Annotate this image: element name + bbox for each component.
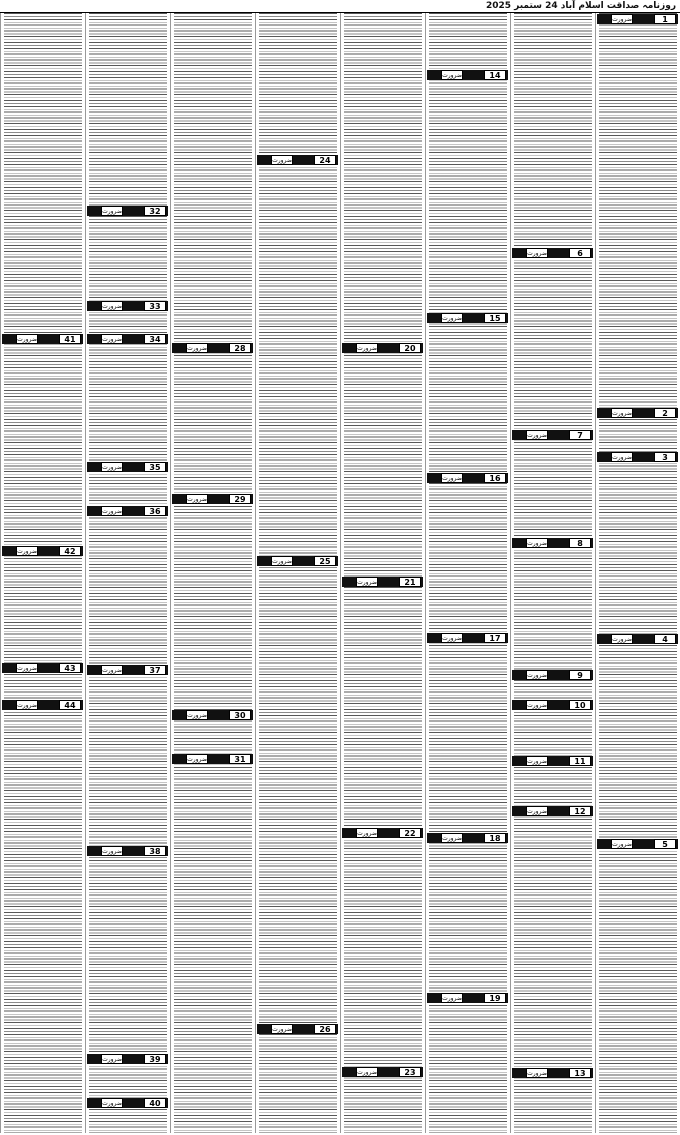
ad-label: ضرورت [187, 756, 207, 763]
ad-number: 28 [229, 343, 251, 353]
ad-header [427, 70, 508, 80]
ad-number: 26 [314, 1024, 336, 1034]
ad-label: ضرورت [272, 1026, 292, 1033]
ad-label: ضرورت [442, 475, 462, 482]
ad-number: 29 [229, 494, 251, 504]
ad-number: 5 [654, 839, 676, 849]
ad-number: 19 [484, 993, 506, 1003]
column-1 [595, 13, 680, 1133]
ad-number: 25 [314, 556, 336, 566]
ad-header [87, 462, 168, 472]
ad-header [427, 633, 508, 643]
ad-label: ضرورت [442, 72, 462, 79]
ad-number: 31 [229, 754, 251, 764]
ad-header [597, 452, 678, 462]
ad-header [2, 334, 83, 344]
ad-label: ضرورت [187, 345, 207, 352]
ad-header [342, 828, 423, 838]
ad-label: ضرورت [102, 208, 122, 215]
ad-label: ضرورت [272, 157, 292, 164]
ad-header [87, 506, 168, 516]
ad-number: 23 [399, 1067, 421, 1077]
ad-header [87, 1054, 168, 1064]
ad-header [512, 248, 593, 258]
ad-label: ضرورت [102, 1056, 122, 1063]
ad-number: 4 [654, 634, 676, 644]
ad-header [512, 538, 593, 548]
ad-header [342, 1067, 423, 1077]
ad-label: ضرورت [102, 848, 122, 855]
ad-number: 42 [59, 546, 81, 556]
ad-number: 37 [144, 665, 166, 675]
ad-number: 22 [399, 828, 421, 838]
ad-header [512, 806, 593, 816]
ad-label: ضرورت [102, 1100, 122, 1107]
ad-number: 16 [484, 473, 506, 483]
ad-label: ضرورت [527, 540, 547, 547]
ad-header [2, 546, 83, 556]
ad-number: 36 [144, 506, 166, 516]
ad-label: ضرورت [17, 336, 37, 343]
ad-number: 10 [569, 700, 591, 710]
ad-number: 3 [654, 452, 676, 462]
ad-header [172, 494, 253, 504]
ad-header [427, 313, 508, 323]
ad-header [87, 846, 168, 856]
ad-header [597, 14, 678, 24]
ad-header [512, 1068, 593, 1078]
ad-label: ضرورت [102, 303, 122, 310]
ad-number: 20 [399, 343, 421, 353]
ad-label: ضرورت [442, 635, 462, 642]
ad-header [597, 634, 678, 644]
ad-label: ضرورت [527, 1070, 547, 1077]
ad-number: 44 [59, 700, 81, 710]
ad-number: 43 [59, 663, 81, 673]
ad-number: 24 [314, 155, 336, 165]
ad-number: 12 [569, 806, 591, 816]
ad-number: 6 [569, 248, 591, 258]
ad-label: ضرورت [442, 995, 462, 1002]
ad-label: ضرورت [102, 464, 122, 471]
ad-header [427, 473, 508, 483]
ad-label: ضرورت [527, 250, 547, 257]
column-6 [170, 13, 255, 1133]
ad-label: ضرورت [442, 835, 462, 842]
ad-header [172, 710, 253, 720]
ad-header [512, 430, 593, 440]
column-2 [510, 13, 595, 1133]
ad-number: 30 [229, 710, 251, 720]
ad-header [87, 665, 168, 675]
ad-number: 18 [484, 833, 506, 843]
ad-label: ضرورت [17, 665, 37, 672]
ad-header [87, 206, 168, 216]
ad-header [87, 301, 168, 311]
ad-label: ضرورت [612, 16, 632, 23]
ad-number: 7 [569, 430, 591, 440]
ad-number: 39 [144, 1054, 166, 1064]
ad-number: 40 [144, 1098, 166, 1108]
ad-label: ضرورت [187, 496, 207, 503]
ad-label: ضرورت [187, 712, 207, 719]
ad-label: ضرورت [612, 636, 632, 643]
ad-label: ضرورت [102, 508, 122, 515]
column-4 [340, 13, 425, 1133]
ad-number: 34 [144, 334, 166, 344]
ad-header [342, 343, 423, 353]
ad-header [2, 700, 83, 710]
ad-header [512, 670, 593, 680]
ad-label: ضرورت [612, 841, 632, 848]
ad-label: ضرورت [17, 702, 37, 709]
ad-number: 13 [569, 1068, 591, 1078]
ad-header [342, 577, 423, 587]
ad-label: ضرورت [527, 702, 547, 709]
ad-number: 21 [399, 577, 421, 587]
ad-number: 2 [654, 408, 676, 418]
ad-header [427, 993, 508, 1003]
column-8 [0, 13, 85, 1133]
ad-header [2, 663, 83, 673]
column-7 [85, 13, 170, 1133]
ad-number: 11 [569, 756, 591, 766]
ad-label: ضرورت [527, 758, 547, 765]
ad-number: 1 [654, 14, 676, 24]
column-5 [255, 13, 340, 1133]
ad-number: 8 [569, 538, 591, 548]
ad-header [172, 343, 253, 353]
ad-label: ضرورت [357, 579, 377, 586]
ad-label: ضرورت [527, 432, 547, 439]
ad-label: ضرورت [527, 672, 547, 679]
ad-number: 14 [484, 70, 506, 80]
ad-number: 15 [484, 313, 506, 323]
ad-label: ضرورت [272, 558, 292, 565]
column-3 [425, 13, 510, 1133]
ad-label: ضرورت [17, 548, 37, 555]
ad-label: ضرورت [357, 830, 377, 837]
ad-label: ضرورت [612, 454, 632, 461]
ad-number: 35 [144, 462, 166, 472]
ad-number: 9 [569, 670, 591, 680]
masthead [0, 0, 680, 13]
ad-header [257, 1024, 338, 1034]
ad-label: ضرورت [527, 808, 547, 815]
ad-header [257, 155, 338, 165]
ad-label: ضرورت [612, 410, 632, 417]
newspaper-title: روزنامہ صداقت اسلام آباد 24 ستمبر 2025 [485, 1, 676, 11]
ad-label: ضرورت [357, 1069, 377, 1076]
ad-header [87, 1098, 168, 1108]
ad-number: 41 [59, 334, 81, 344]
ad-header [512, 700, 593, 710]
ad-header [427, 833, 508, 843]
ad-header [597, 839, 678, 849]
ad-label: ضرورت [357, 345, 377, 352]
ad-label: ضرورت [102, 667, 122, 674]
ad-header [257, 556, 338, 566]
ad-number: 33 [144, 301, 166, 311]
ad-header [597, 408, 678, 418]
ad-number: 32 [144, 206, 166, 216]
ad-number: 17 [484, 633, 506, 643]
ad-number: 38 [144, 846, 166, 856]
ad-label: ضرورت [102, 336, 122, 343]
ad-header [87, 334, 168, 344]
ad-header [172, 754, 253, 764]
ad-header [512, 756, 593, 766]
ad-label: ضرورت [442, 315, 462, 322]
